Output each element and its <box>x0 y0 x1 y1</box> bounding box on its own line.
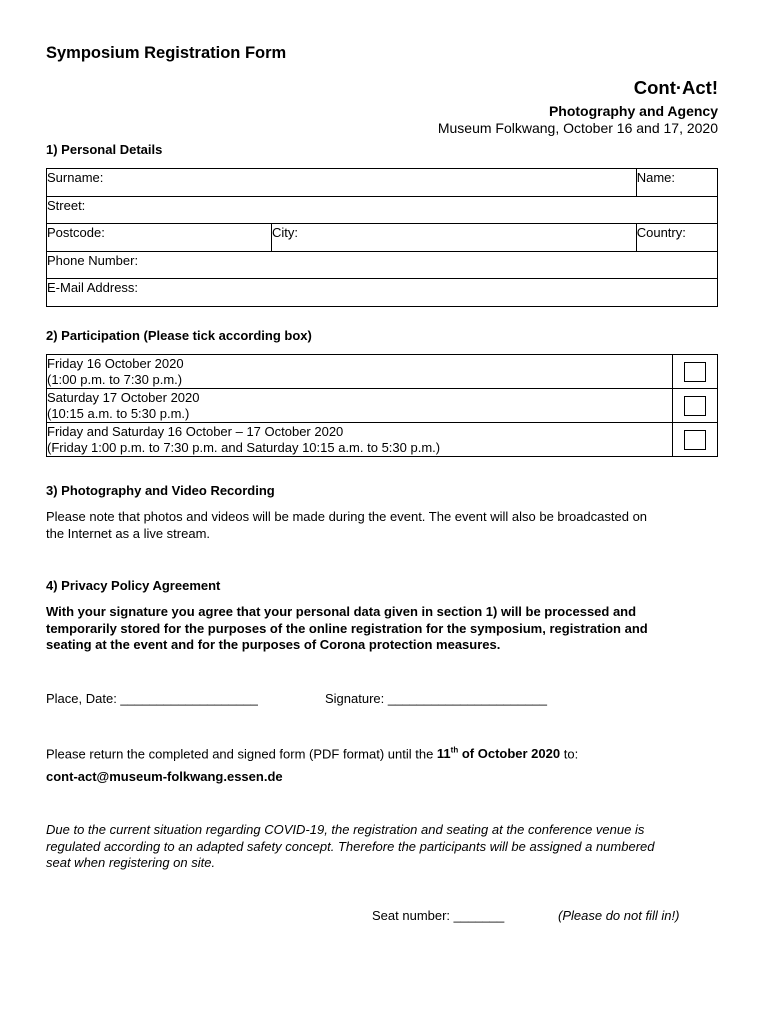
email-field[interactable] <box>47 279 718 307</box>
privacy-heading: 4) Privacy Policy Agreement <box>46 578 221 593</box>
city-label: City: <box>272 225 298 240</box>
privacy-line: seating at the event and for the purposes of Corona protection measures. <box>46 637 501 652</box>
covid-line: regulated according to an adapted safety concept. Therefore the participants will be assigned a numbered <box>46 838 655 854</box>
phone-field[interactable] <box>47 251 718 279</box>
name-label: Name: <box>636 170 676 185</box>
option-date: Saturday 17 October 2020 <box>47 390 200 405</box>
postcode-label: Postcode: <box>47 225 105 240</box>
postcode-field[interactable] <box>47 224 272 252</box>
photography-line: the Internet as a live stream. <box>46 525 211 541</box>
option-date: Friday 16 October 2020 <box>47 356 184 371</box>
both-days-checkbox[interactable] <box>684 430 706 450</box>
option-time: (1:00 p.m. to 7:30 p.m.) <box>47 372 183 387</box>
privacy-line: With your signature you agree that your personal data given in section 1) will be processed and <box>46 604 637 619</box>
street-field[interactable] <box>47 196 718 224</box>
return-instructions <box>46 743 578 763</box>
participation-option-text <box>47 389 673 423</box>
photography-line: Please note that photos and videos will be made during the event. The event will also be broadcasted on <box>46 509 648 524</box>
covid-line: Due to the current situation regarding COVID-19, the registration and seating at the conference venue is <box>46 822 645 837</box>
deadline-rest: of October 2020 <box>458 746 561 762</box>
return-text-end: to: <box>560 746 579 762</box>
country-label: Country: <box>636 225 686 240</box>
city-field[interactable] <box>272 224 637 252</box>
photography-heading: 3) Photography and Video Recording <box>46 483 275 498</box>
participation-option-text <box>47 423 673 457</box>
return-email: cont-act@museum-folkwang.essen.de <box>46 769 283 784</box>
personal-details-heading: 1) Personal Details <box>46 142 163 157</box>
event-info <box>438 76 718 137</box>
return-text: Please return the completed and signed form (PDF format) until the <box>46 746 437 762</box>
participation-heading: 2) Participation (Please tick according box) <box>46 328 312 343</box>
place-date-field[interactable]: Place, Date: ___________________ <box>46 691 258 706</box>
signature-field[interactable]: Signature: ______________________ <box>325 691 547 706</box>
privacy-line: temporarily stored for the purposes of the online registration for the symposium, registration and <box>46 620 648 636</box>
surname-label: Surname: <box>47 170 104 185</box>
photography-notice <box>46 509 647 542</box>
saturday-checkbox[interactable] <box>684 396 706 416</box>
form-title: Symposium Registration Form <box>46 44 287 62</box>
option-date: Friday and Saturday 16 October – 17 October 2020 <box>47 424 344 439</box>
street-label: Street: <box>47 197 86 213</box>
covid-notice <box>46 822 718 872</box>
seat-number-note: (Please do not fill in!) <box>558 908 680 923</box>
phone-label: Phone Number: <box>47 252 139 268</box>
personal-details-table <box>46 168 718 307</box>
country-field[interactable] <box>636 224 717 252</box>
participation-option-text <box>47 355 673 389</box>
friday-checkbox[interactable] <box>684 362 706 382</box>
name-field[interactable] <box>636 169 717 197</box>
deadline-suffix: th <box>450 746 459 755</box>
option-time: (10:15 a.m. to 5:30 p.m.) <box>47 406 190 421</box>
participation-table <box>46 354 718 457</box>
event-subtitle: Photography and Agency <box>548 103 718 119</box>
covid-line: seat when registering on site. <box>46 855 216 870</box>
event-venue: Museum Folkwang, October 16 and 17, 2020 <box>437 120 718 136</box>
event-name: Cont·Act! <box>633 77 718 98</box>
deadline-day: 11 <box>436 746 451 762</box>
participation-option <box>47 423 718 457</box>
participation-option <box>47 355 718 389</box>
privacy-statement <box>46 604 648 654</box>
email-label: E-Mail Address: <box>47 280 139 295</box>
participation-option <box>47 389 718 423</box>
option-time: (Friday 1:00 p.m. to 7:30 p.m. and Saturday 10:15 a.m. to 5:30 p.m.) <box>47 440 441 455</box>
surname-field[interactable] <box>47 169 637 197</box>
seat-number-field: Seat number: _______ <box>372 908 505 923</box>
deadline <box>437 746 560 761</box>
